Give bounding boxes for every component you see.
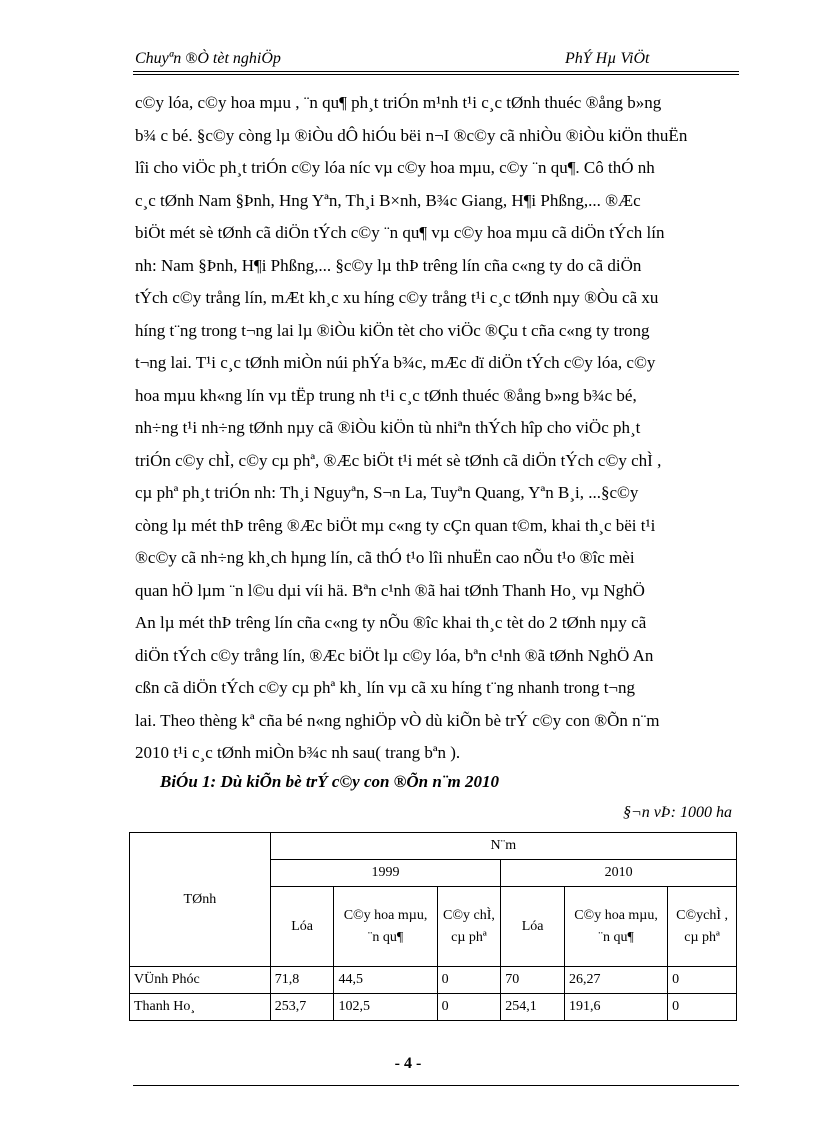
- header-cell-sub: C©y hoa mµu, ¨n qu¶: [564, 887, 667, 967]
- page-number: - 4 -: [394, 1055, 422, 1072]
- table-cell: 71,8: [270, 967, 334, 994]
- header-cell-sub: C©y chÌ, cµ phª: [437, 887, 501, 967]
- table-header-row: [130, 833, 737, 860]
- text-line: quan hÖ lµm ¨n l©u dµi víi hä. Bªn c¹nh ®ã hai tØnh Thanh Ho¸ vµ NghÖ: [135, 580, 645, 600]
- text-line: diÖn tÝch c©y trång lín, ®Æc biÖt lµ c©y lóa, bªn c¹nh ®ã tØnh NghÖ An: [135, 645, 654, 665]
- table-cell: 254,1: [501, 994, 565, 1021]
- text-line: nh: Nam §Þnh, H¶i Phßng,... §c©y lµ thÞ trêng lín cña c«ng ty do cã diÖn: [135, 255, 642, 275]
- table-cell: 26,27: [564, 967, 667, 994]
- text-line: c¸c tØnh Nam §Þnh, Hng Yªn, Th¸i B×nh, B¾c Giang, H¶i Phßng,... ®Æc: [135, 190, 641, 210]
- text-line: cµ phª ph¸t triÓn nh: Th¸i Nguyªn, S¬n La, Tuyªn Quang, Yªn B¸i, ...§c©y: [135, 483, 639, 502]
- header-cell-year-1999: 1999: [270, 860, 501, 887]
- text-line: tÝch c©y trång lín, mÆt kh¸c xu híng c©y trång t¹i c¸c tØnh nµy ®Òu cã xu: [135, 288, 659, 307]
- data-table: [129, 832, 737, 1021]
- body-paragraph: [135, 87, 740, 770]
- table-cell: 0: [668, 994, 737, 1021]
- row-name-cell: Thanh Ho¸: [130, 994, 271, 1021]
- table-cell: 0: [437, 967, 501, 994]
- table-cell: 191,6: [564, 994, 667, 1021]
- text-line: c©y lóa, c©y hoa mµu , ¨n qu¶ ph¸t triÓn m¹nh t¹i c¸c tØnh thuéc ®ång b»ng: [135, 93, 662, 112]
- table-title: BiÓu 1: Dù kiÕn bè trÝ c©y con ®Õn n¨m 2010: [160, 772, 499, 791]
- header-cell-sub: C©y hoa mµu, ¨n qu¶: [334, 887, 437, 967]
- table-cell: 253,7: [270, 994, 334, 1021]
- text-line: b¾ c bé. §c©y còng lµ ®iÒu dÔ hiÓu bëi n¬I ®c©y cã nhiÒu ®iÒu kiÖn thuËn: [135, 125, 688, 145]
- table-cell: 44,5: [334, 967, 437, 994]
- table-row: [130, 967, 737, 994]
- header-cell-sub: C©ychÌ , cµ phª: [668, 887, 737, 967]
- header-cell-tinh: TØnh: [130, 833, 271, 967]
- text-line: hoa mµu kh«ng lín vµ tËp trung nh t¹i c¸c tØnh thuéc ®ång b»ng b¾c bé,: [135, 385, 637, 405]
- text-line: t¬ng lai. T¹i c¸c tØnh miÒn núi phÝa b¾c, mÆc dï diÖn tÝch c©y lóa, c©y: [135, 353, 656, 372]
- table-cell: 70: [501, 967, 565, 994]
- table-cell: 0: [437, 994, 501, 1021]
- text-line: cßn cã diÖn tÝch c©y cµ phª kh¸ lín vµ cã xu híng t¨ng nhanh trong t¬ng: [135, 678, 636, 697]
- text-line: biÖt mét sè tØnh cã diÖn tÝch c©y ¨n qu¶ vµ c©y hoa mµu cã diÖn tÝch lín: [135, 223, 665, 242]
- header-cell-sub: Lóa: [501, 887, 565, 967]
- footer-divider: [133, 1085, 739, 1086]
- header-author: PhÝ Hµ ViÖt: [565, 50, 650, 67]
- text-line: nh÷ng t¹i nh÷ng tØnh nµy cã ®iÒu kiÖn tù nhiªn thÝch hîp cho viÖc ph¸t: [135, 418, 641, 437]
- row-name-cell: VÜnh Phóc: [130, 967, 271, 994]
- text-line: triÓn c©y chÌ, c©y cµ phª, ®Æc biÖt t¹i mét sè tØnh cã diÖn tÝch c©y chÌ ,: [135, 450, 662, 470]
- text-line: lîi cho viÖc ph¸t triÓn c©y lóa níc vµ c©y hoa mµu, c©y ¨n qu¶. Cô thÓ nh: [135, 158, 655, 177]
- table-unit: §¬n vÞ: 1000 ha: [623, 804, 732, 821]
- text-line: híng t¨ng trong t¬ng lai lµ ®iÒu kiÖn tèt cho viÖc ®Çu t cña c«ng ty trong: [135, 320, 650, 340]
- text-line: 2010 t¹i c¸c tØnh miÒn b¾c nh sau( trang bªn ).: [135, 743, 461, 762]
- text-line: lai. Theo thèng kª cña bé n«ng nghiÖp vÒ dù kiÕn bè trÝ c©y con ®Õn n¨m: [135, 710, 660, 730]
- text-line: An lµ mét thÞ trêng lín cña c«ng ty nÕu ®îc khai th¸c tèt do 2 tØnh nµy cã: [135, 613, 647, 632]
- header-cell-year-2010: 2010: [501, 860, 737, 887]
- header-cell-nam: N¨m: [270, 833, 736, 860]
- text-line: còng lµ mét thÞ trêng ®Æc biÖt mµ c«ng ty cÇn quan t©m, khai th¸c bëi t¹i: [135, 515, 656, 535]
- table-cell: 0: [668, 967, 737, 994]
- table-cell: 102,5: [334, 994, 437, 1021]
- header-divider: [133, 71, 739, 72]
- text-line: ®c©y cã nh÷ng kh¸ch hµng lín, cã thÓ t¹o lîi nhuËn cao nÕu t¹o ®îc mèi: [135, 548, 635, 567]
- table-row: [130, 994, 737, 1021]
- header-title: Chuyªn ®Ò tèt nghiÖp: [135, 50, 281, 67]
- header-divider-secondary: [133, 74, 739, 75]
- header-cell-sub: Lóa: [270, 887, 334, 967]
